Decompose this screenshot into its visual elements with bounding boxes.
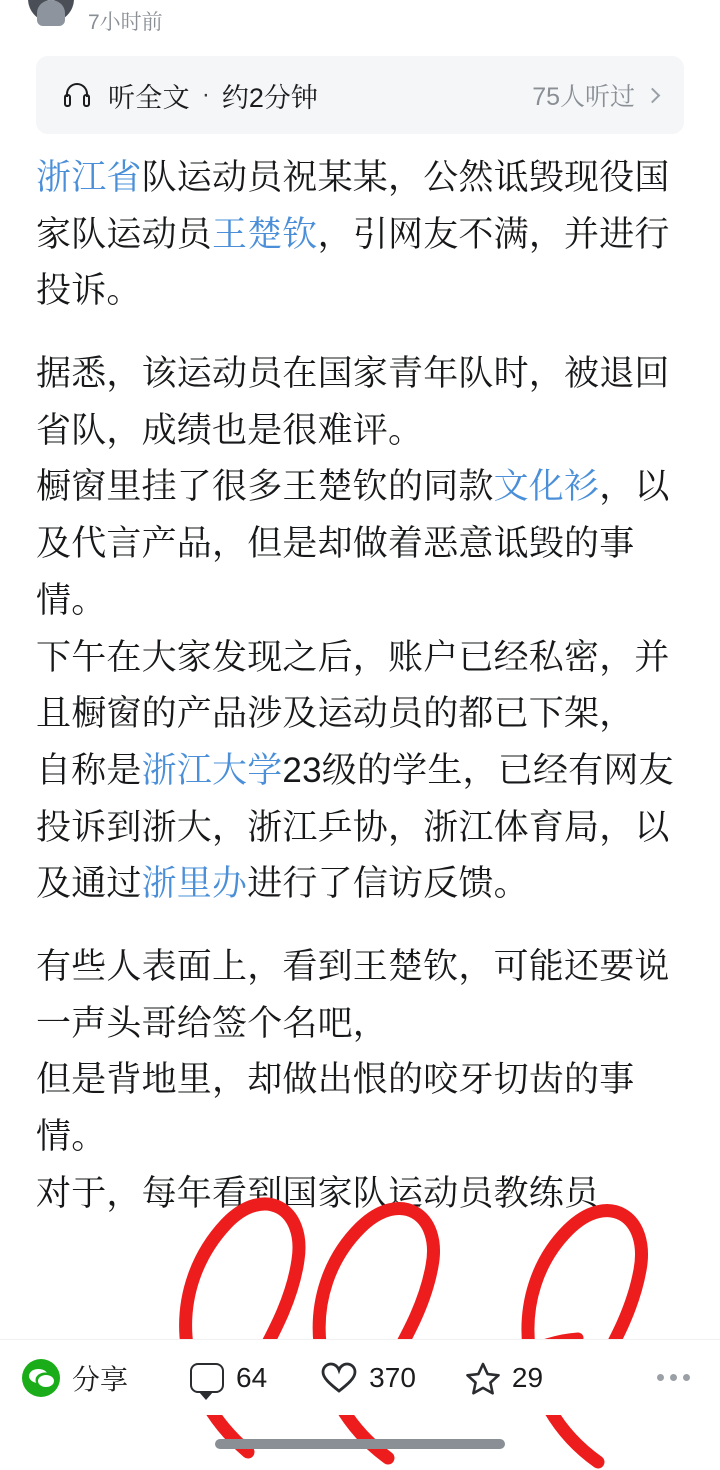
article-text: ，以及代言产品，但是却做着恶意诋毁的事情。 [36, 467, 670, 620]
article-text: 下午在大家发现之后，账户已经私密，并且橱窗的产品涉及运动员的都已下架， [36, 637, 670, 734]
separator-dot: · [201, 81, 210, 108]
article-paragraph [36, 743, 686, 913]
share-label: 分享 [72, 1363, 129, 1395]
author-row[interactable] [0, 0, 720, 34]
share-button[interactable] [22, 1358, 128, 1398]
article-paragraph [36, 1052, 686, 1165]
article-paragraph [36, 346, 686, 459]
paragraph-spacer [36, 913, 686, 939]
chevron-right-icon [645, 87, 661, 103]
headphone-icon [62, 81, 92, 109]
listened-count: 75人听过 [532, 83, 635, 111]
article-link[interactable]: 浙里办 [141, 864, 248, 904]
wechat-icon [22, 1359, 60, 1397]
listened-count-group[interactable] [532, 77, 658, 113]
red-scribble-annotation [130, 1190, 690, 1470]
article-text: 进行了信访反馈。 [247, 864, 529, 904]
action-bar [0, 1339, 720, 1415]
paragraph-spacer [36, 320, 686, 346]
star-icon [466, 1362, 500, 1394]
article-link[interactable]: 王楚钦 [212, 214, 318, 254]
article-link[interactable]: 文化衫 [493, 467, 600, 507]
article-body [36, 150, 686, 1222]
comment-icon [190, 1363, 224, 1393]
article-text: 队运动员祝某某，公然诋毁现役国家队运动员 [36, 158, 670, 254]
like-button[interactable] [321, 1362, 416, 1394]
article-link[interactable]: 浙江省 [36, 158, 142, 197]
favorite-count: 29 [511, 1361, 544, 1393]
article-text: 但是背地里，却做出恨的咬牙切齿的事情。 [36, 1060, 635, 1156]
listen-label: 听全文 [108, 82, 190, 113]
article-text: 有些人表面上，看到王楚钦，可能还要说一声头哥给签个名吧， [36, 946, 670, 1043]
favorite-button[interactable] [466, 1362, 543, 1394]
article-text: 橱窗里挂了很多王楚钦的同款 [36, 467, 494, 507]
listen-full-text-bar[interactable] [36, 56, 684, 134]
article-text: 对于，每年看到国家队运动员教练员 [36, 1173, 600, 1213]
comment-button[interactable] [190, 1362, 267, 1394]
article-text: 23级的学生，已经有网友投诉到浙大，浙江乒协，浙江体育局，以及通过 [36, 750, 674, 904]
more-options-icon[interactable] [657, 1374, 698, 1381]
article-paragraph [36, 150, 686, 320]
article-text: 据悉，该运动员在国家青年队时，被退回省队，成绩也是很难评。 [36, 354, 670, 450]
comment-count: 64 [236, 1361, 268, 1393]
avatar[interactable] [28, 0, 74, 22]
author-timestamp: 7小时前 [88, 11, 163, 34]
home-indicator [215, 1439, 505, 1449]
article-text: ，引网友不满，并进行投诉。 [36, 214, 670, 311]
article-paragraph [36, 630, 686, 743]
article-paragraph [36, 1166, 686, 1223]
article-paragraph [36, 939, 686, 1052]
heart-icon [321, 1362, 357, 1394]
article-link[interactable]: 浙江大学 [141, 750, 283, 790]
article-paragraph [36, 459, 686, 629]
audio-duration: 约2分钟 [221, 82, 318, 113]
article-text: 自称是 [36, 750, 142, 790]
like-count: 370 [369, 1361, 416, 1393]
